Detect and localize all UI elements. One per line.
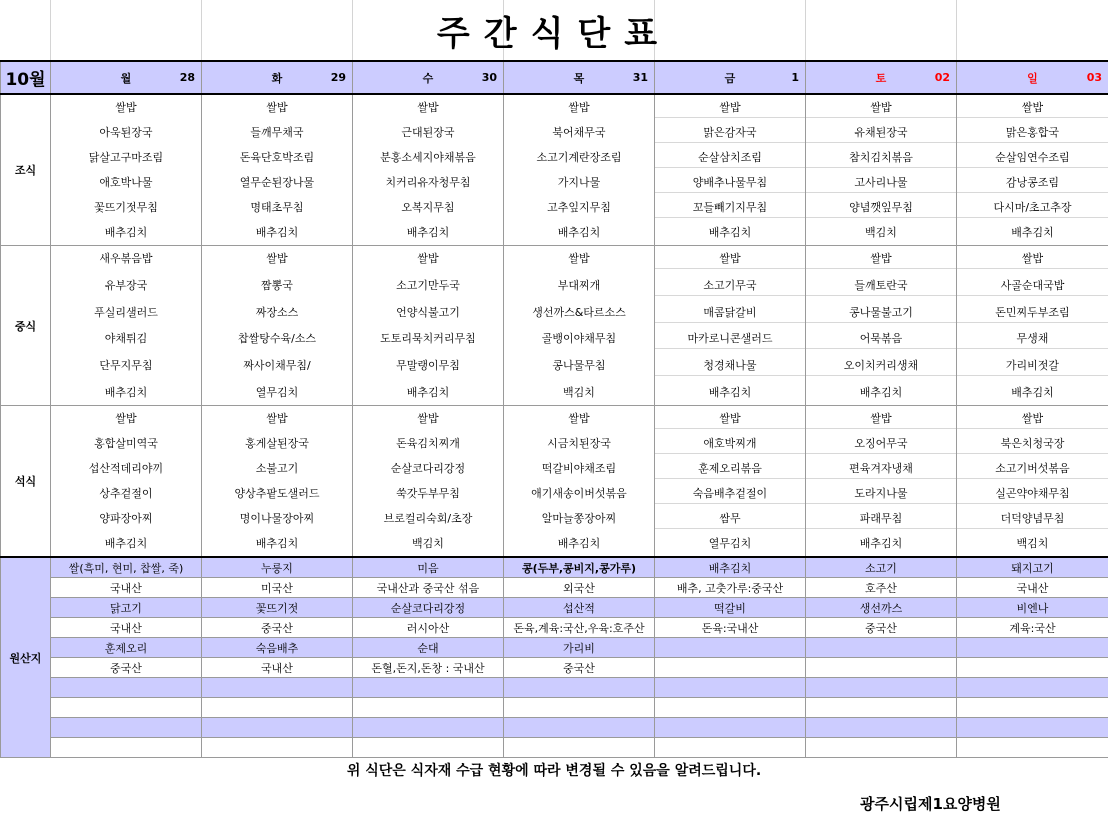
dish-item: 돈육김치찌개: [396, 437, 460, 450]
dish-item: 순살삼치조림: [655, 148, 805, 168]
dish-item: 닭살고구마조림: [88, 151, 164, 164]
dish-item: 부대찌개: [557, 278, 601, 292]
dish-list: [806, 406, 956, 556]
day-date: 03: [1086, 71, 1102, 84]
origin-cell: [655, 738, 806, 758]
day-header: [806, 61, 957, 94]
origin-row: [1, 718, 1108, 738]
origin-cell: [504, 718, 655, 738]
dish-item: 애기새송이버섯볶음: [531, 487, 627, 500]
origin-cell: 돈육,계육:국산,우육:호주산: [504, 618, 655, 638]
origin-cell: [655, 678, 806, 698]
dish-item: 도토리묵치커리무침: [380, 332, 476, 346]
origin-cell: 섭산적: [504, 598, 655, 618]
dish-item: 북어채무국: [552, 126, 606, 139]
origin-cell: [655, 698, 806, 718]
dish-item: 참치김치볶음: [806, 148, 956, 168]
dish-item: 쌀밥: [266, 101, 288, 114]
origin-cell: [504, 678, 655, 698]
origin-cell: [202, 698, 353, 718]
meal-cell: [655, 406, 806, 558]
origin-cell: [957, 678, 1108, 698]
dish-item: 열무김치: [255, 385, 299, 399]
dish-item: 오복지무침: [401, 201, 455, 214]
dish-item: 맑은홍합국: [957, 123, 1108, 143]
origin-cell: 국내산과 중국산 섞음: [353, 578, 504, 598]
dish-item: 홍게살된장국: [245, 437, 309, 450]
month-label: 10월: [1, 61, 51, 94]
dish-item: 콩나물무침: [552, 359, 606, 373]
origin-cell: [806, 698, 957, 718]
dish-item: 쌀밥: [957, 409, 1108, 429]
origin-cell: 꽃뜨기젓: [202, 598, 353, 618]
origin-cell: [202, 678, 353, 698]
dish-list: [202, 406, 352, 556]
dish-item: 맑은감자국: [655, 123, 805, 143]
dish-item: 숙음배추겉절이: [655, 484, 805, 504]
dish-list: [504, 95, 654, 245]
dish-item: 쌀밥: [806, 249, 956, 269]
dish-list: [353, 95, 503, 245]
day-name: 금: [724, 71, 736, 85]
origin-cell: 순대: [353, 638, 504, 658]
origin-cell: 외국산: [504, 578, 655, 598]
origin-row: [1, 738, 1108, 758]
origin-cell: [51, 718, 202, 738]
meal-cell: [806, 246, 957, 406]
meal-cell: [957, 246, 1108, 406]
dish-item: 파래무침: [806, 509, 956, 529]
dish-item: 양파장아찌: [99, 512, 153, 525]
meal-label: 중식: [1, 246, 51, 406]
dish-item: 양배추나물무침: [655, 173, 805, 193]
dish-item: 고사리나물: [806, 173, 956, 193]
origin-cell: 닭고기: [51, 598, 202, 618]
meal-cell: [353, 406, 504, 558]
dish-item: 돈육단호박조림: [239, 151, 315, 164]
origin-cell: 소고기: [806, 557, 957, 578]
origin-row: [1, 678, 1108, 698]
dish-item: 떡갈비야채조림: [541, 462, 617, 475]
dish-item: 양념깻잎무침: [806, 198, 956, 218]
origin-cell: 숙음배추: [202, 638, 353, 658]
dish-item: 배추김치: [104, 537, 148, 550]
dish-item: 백김치: [563, 385, 595, 399]
meal-cell: [51, 94, 202, 246]
meal-cell: [806, 406, 957, 558]
origin-cell: 국내산: [957, 578, 1108, 598]
dish-item: 상추겉절이: [99, 487, 153, 500]
origin-cell: 배추, 고춧가루:중국산: [655, 578, 806, 598]
origin-cell: 중국산: [806, 618, 957, 638]
dish-list: [353, 246, 503, 405]
origin-cell: 돼지고기: [957, 557, 1108, 578]
meal-cell: [353, 94, 504, 246]
origin-cell: [51, 698, 202, 718]
dish-item: 청경채나물: [655, 356, 805, 376]
origin-row: [1, 638, 1108, 658]
day-date: 30: [481, 71, 497, 84]
origin-cell: [504, 738, 655, 758]
dish-item: 무생채: [957, 329, 1108, 349]
dish-item: 짜장소스: [255, 305, 299, 319]
origin-cell: [806, 658, 957, 678]
dish-item: 오이치커리생채: [806, 356, 956, 376]
day-header: [504, 61, 655, 94]
dish-item: 야채튀김: [104, 332, 148, 346]
origin-cell: [655, 658, 806, 678]
dish-item: 쑥갓두부무침: [396, 487, 460, 500]
meal-cell: [504, 246, 655, 406]
dish-item: 쌀밥: [266, 412, 288, 425]
dish-list: [51, 246, 201, 405]
dish-item: 더덕양념무침: [957, 509, 1108, 529]
origin-cell: 중국산: [51, 658, 202, 678]
dish-item: 새우볶음밥: [99, 252, 153, 265]
dish-item: 감낭콩조림: [957, 173, 1108, 193]
dish-item: 꽃뜨기젓무침: [94, 201, 158, 214]
origin-cell: 국내산: [202, 658, 353, 678]
dish-item: 백김치: [865, 226, 897, 239]
meal-cell: [353, 246, 504, 406]
meal-cell: [655, 94, 806, 246]
dish-item: 배추김치: [255, 537, 299, 550]
dish-list: [655, 406, 805, 556]
origin-cell: [353, 738, 504, 758]
dish-item: 매콤닭갈비: [655, 303, 805, 323]
dish-item: 소고기만두국: [396, 278, 460, 292]
dish-list: [957, 95, 1108, 245]
dish-item: 섭산적데리야끼: [88, 462, 164, 475]
origin-cell: 가리비: [504, 638, 655, 658]
meal-cell: [202, 94, 353, 246]
origin-cell: [655, 718, 806, 738]
origin-cell: [353, 698, 504, 718]
origin-cell: 누룽지: [202, 557, 353, 578]
dish-item: 소고기무국: [655, 276, 805, 296]
dish-list: [504, 406, 654, 556]
dish-item: 쌀밥: [957, 249, 1108, 269]
notice-text: 위 식단은 식자재 수급 현황에 따라 변경될 수 있음을 알려드립니다.: [346, 763, 762, 779]
dish-list: [353, 406, 503, 556]
dish-item: 아욱된장국: [99, 126, 153, 139]
dish-item: 실곤약야채무침: [957, 484, 1108, 504]
dish-list: [51, 406, 201, 556]
origin-cell: [957, 658, 1108, 678]
dish-item: 사골순대국밥: [957, 276, 1108, 296]
origin-cell: [51, 678, 202, 698]
dish-item: 쌀밥: [115, 412, 137, 425]
meal-cell: [806, 94, 957, 246]
meal-row: [1, 94, 1108, 246]
dish-item: 들깨토란국: [806, 276, 956, 296]
origin-cell: [957, 738, 1108, 758]
dish-item: 시금치된장국: [547, 437, 611, 450]
dish-item: 명태초무침: [250, 201, 304, 214]
dish-list: [655, 246, 805, 405]
origin-cell: [655, 638, 806, 658]
dish-item: 쌀밥: [568, 101, 590, 114]
day-header: [353, 61, 504, 94]
day-date: 1: [791, 71, 799, 84]
dish-item: 배추김치: [104, 226, 148, 239]
dish-item: 브로컬리숙회/초장: [383, 512, 473, 525]
dish-item: 배추김치: [1011, 226, 1054, 239]
dish-item: 가리비젓갈: [957, 356, 1108, 376]
dish-item: 쌀밥: [655, 249, 805, 269]
origin-cell: [806, 738, 957, 758]
origin-row: [1, 598, 1108, 618]
origin-cell: 미음: [353, 557, 504, 578]
dish-item: 가지나물: [557, 176, 601, 189]
dish-item: 쌀밥: [417, 101, 439, 114]
dish-item: 소고기버섯볶음: [957, 459, 1108, 479]
origin-row: [1, 578, 1108, 598]
dish-list: [51, 95, 201, 245]
dish-list: [202, 95, 352, 245]
dish-item: 배추김치: [708, 385, 752, 399]
dish-item: 쌀밥: [115, 101, 137, 114]
dish-item: 배추김치: [406, 385, 450, 399]
origin-cell: [202, 718, 353, 738]
dish-item: 치커리유자청무침: [385, 176, 471, 189]
meal-row: [1, 246, 1108, 406]
dish-item: 돈민찌두부조림: [957, 303, 1108, 323]
dish-list: [504, 246, 654, 405]
origin-row: [1, 658, 1108, 678]
origin-cell: 중국산: [504, 658, 655, 678]
dish-item: 짬뽕국: [261, 278, 293, 292]
hospital-name: 광주시립제1요양병원: [860, 795, 1001, 813]
dish-item: 다시마/초고추장: [957, 198, 1108, 218]
dish-item: 순살임연수조림: [957, 148, 1108, 168]
dish-item: 쌀밥: [655, 98, 805, 118]
origin-cell: [202, 738, 353, 758]
origin-cell: [957, 698, 1108, 718]
dish-item: 배추김치: [557, 537, 601, 550]
meal-cell: [504, 406, 655, 558]
dish-item: 백김치: [412, 537, 444, 550]
dish-item: 무말랭이무침: [396, 359, 460, 373]
origin-cell: 호주산: [806, 578, 957, 598]
dish-item: 홍합살미역국: [94, 437, 158, 450]
dish-item: 알마늘쫑장아찌: [541, 512, 617, 525]
origin-cell: 생선까스: [806, 598, 957, 618]
dish-list: [806, 246, 956, 405]
day-date: 28: [179, 71, 195, 84]
dish-item: 쌀밥: [806, 409, 956, 429]
dish-item: 열무순된장나물: [239, 176, 315, 189]
day-date: 31: [632, 71, 648, 84]
origin-cell: 쌀(흑미, 현미, 찹쌀, 죽): [51, 557, 202, 578]
day-date: 02: [934, 71, 950, 84]
dish-item: 양상추팥도샐러드: [234, 487, 320, 500]
origin-cell: [353, 678, 504, 698]
dish-list: [806, 95, 956, 245]
day-name: 목: [573, 71, 585, 85]
meal-cell: [655, 246, 806, 406]
meal-cell: [202, 246, 353, 406]
dish-item: 애호박찌개: [655, 434, 805, 454]
day-header: [202, 61, 353, 94]
origin-cell: 배추김치: [655, 557, 806, 578]
dish-item: 백김치: [1016, 537, 1049, 550]
dish-list: [202, 246, 352, 405]
dish-item: 푸실리샐러드: [94, 305, 158, 319]
dish-item: 오징어무국: [806, 434, 956, 454]
meal-cell: [957, 406, 1108, 558]
dish-item: 어묵볶음: [806, 329, 956, 349]
day-header: [51, 61, 202, 94]
dish-item: 훈제오리볶음: [655, 459, 805, 479]
dish-item: 북은치청국장: [957, 434, 1108, 454]
day-header: [655, 61, 806, 94]
day-name: 수: [422, 71, 434, 85]
origin-cell: 러시아산: [353, 618, 504, 638]
dish-item: 도라지나물: [806, 484, 956, 504]
origin-cell: [353, 718, 504, 738]
day-date: 29: [330, 71, 346, 84]
dish-list: [957, 406, 1108, 556]
dish-item: 열무김치: [708, 537, 752, 550]
meal-cell: [957, 94, 1108, 246]
weekly-menu-table: [0, 60, 1108, 758]
origin-cell: 비엔나: [957, 598, 1108, 618]
day-header-row: [1, 61, 1108, 94]
origin-cell: 국내산: [51, 618, 202, 638]
origin-cell: [806, 678, 957, 698]
dish-item: 찹쌀탕수육/소스: [237, 332, 317, 346]
dish-item: 쌈무: [655, 509, 805, 529]
dish-item: 소불고기: [255, 462, 299, 475]
origin-cell: 미국산: [202, 578, 353, 598]
dish-item: 순살코다리강정: [390, 462, 466, 475]
origin-row: [1, 618, 1108, 638]
origin-cell: [504, 698, 655, 718]
meal-cell: [504, 94, 655, 246]
dish-item: 꼬들빼기지무침: [655, 198, 805, 218]
dish-item: 유채된장국: [806, 123, 956, 143]
dish-item: 쌀밥: [655, 409, 805, 429]
meal-row: [1, 406, 1108, 558]
day-name: 월: [120, 71, 132, 85]
dish-item: 배추김치: [406, 226, 450, 239]
origin-cell: [806, 638, 957, 658]
dish-item: 배추김치: [708, 226, 752, 239]
meal-cell: [202, 406, 353, 558]
meal-cell: [51, 406, 202, 558]
dish-item: 배추김치: [859, 385, 903, 399]
dish-item: 쌀밥: [957, 98, 1108, 118]
dish-item: 배추김치: [104, 385, 148, 399]
dish-item: 콩나물불고기: [806, 303, 956, 323]
origin-cell: [806, 718, 957, 738]
dish-item: 마카로니콘샐러드: [655, 329, 805, 349]
dish-list: [655, 95, 805, 245]
dish-item: 배추김치: [557, 226, 601, 239]
origin-cell: 돈혈,돈지,돈창 : 국내산: [353, 658, 504, 678]
day-header: [957, 61, 1108, 94]
dish-item: 배추김치: [859, 537, 903, 550]
dish-item: 골뱅이야채무침: [541, 332, 617, 346]
dish-item: 쌀밥: [568, 252, 590, 265]
dish-item: 분홍소세지야채볶음: [380, 151, 476, 164]
dish-list: [957, 246, 1108, 405]
origin-cell: 콩(두부,콩비지,콩가루): [504, 557, 655, 578]
origin-cell: 돈육:국내산: [655, 618, 806, 638]
origin-cell: [51, 738, 202, 758]
origin-cell: [957, 638, 1108, 658]
meal-label: 석식: [1, 406, 51, 558]
dish-item: 유부장국: [104, 278, 148, 292]
dish-item: 쌀밥: [806, 98, 956, 118]
meal-cell: [51, 246, 202, 406]
origin-cell: 국내산: [51, 578, 202, 598]
dish-item: 애호박나물: [99, 176, 153, 189]
origin-row: [1, 698, 1108, 718]
dish-item: 짜사이채무침/: [243, 359, 311, 373]
dish-item: 언양식불고기: [396, 305, 460, 319]
origin-label: 원산지: [1, 557, 51, 758]
origin-cell: [957, 718, 1108, 738]
meal-label: 조식: [1, 94, 51, 246]
dish-item: 배추김치: [255, 226, 299, 239]
dish-item: 배추김치: [1011, 385, 1054, 399]
dish-item: 근대된장국: [401, 126, 455, 139]
dish-item: 명이나물장아찌: [239, 512, 315, 525]
origin-row: [1, 557, 1108, 578]
day-name: 일: [1027, 71, 1038, 85]
origin-cell: 떡갈비: [655, 598, 806, 618]
dish-item: 생선까스&타르소스: [532, 305, 626, 319]
origin-cell: 순살코다리강정: [353, 598, 504, 618]
dish-item: 들깨무채국: [250, 126, 304, 139]
dish-item: 편육겨자냉채: [806, 459, 956, 479]
origin-cell: 중국산: [202, 618, 353, 638]
dish-item: 단무지무침: [99, 359, 153, 373]
dish-item: 소고기계란장조림: [536, 151, 622, 164]
dish-item: 쌀밥: [266, 252, 288, 265]
page-title: 주간식단표: [436, 13, 672, 54]
dish-item: 쌀밥: [417, 252, 439, 265]
dish-item: 고추잎지무침: [547, 201, 611, 214]
day-name: 화: [271, 71, 283, 85]
dish-item: 쌀밥: [568, 412, 590, 425]
day-name: 토: [875, 71, 887, 85]
origin-cell: 훈제오리: [51, 638, 202, 658]
dish-item: 쌀밥: [417, 412, 439, 425]
origin-cell: 계육:국산: [957, 618, 1108, 638]
